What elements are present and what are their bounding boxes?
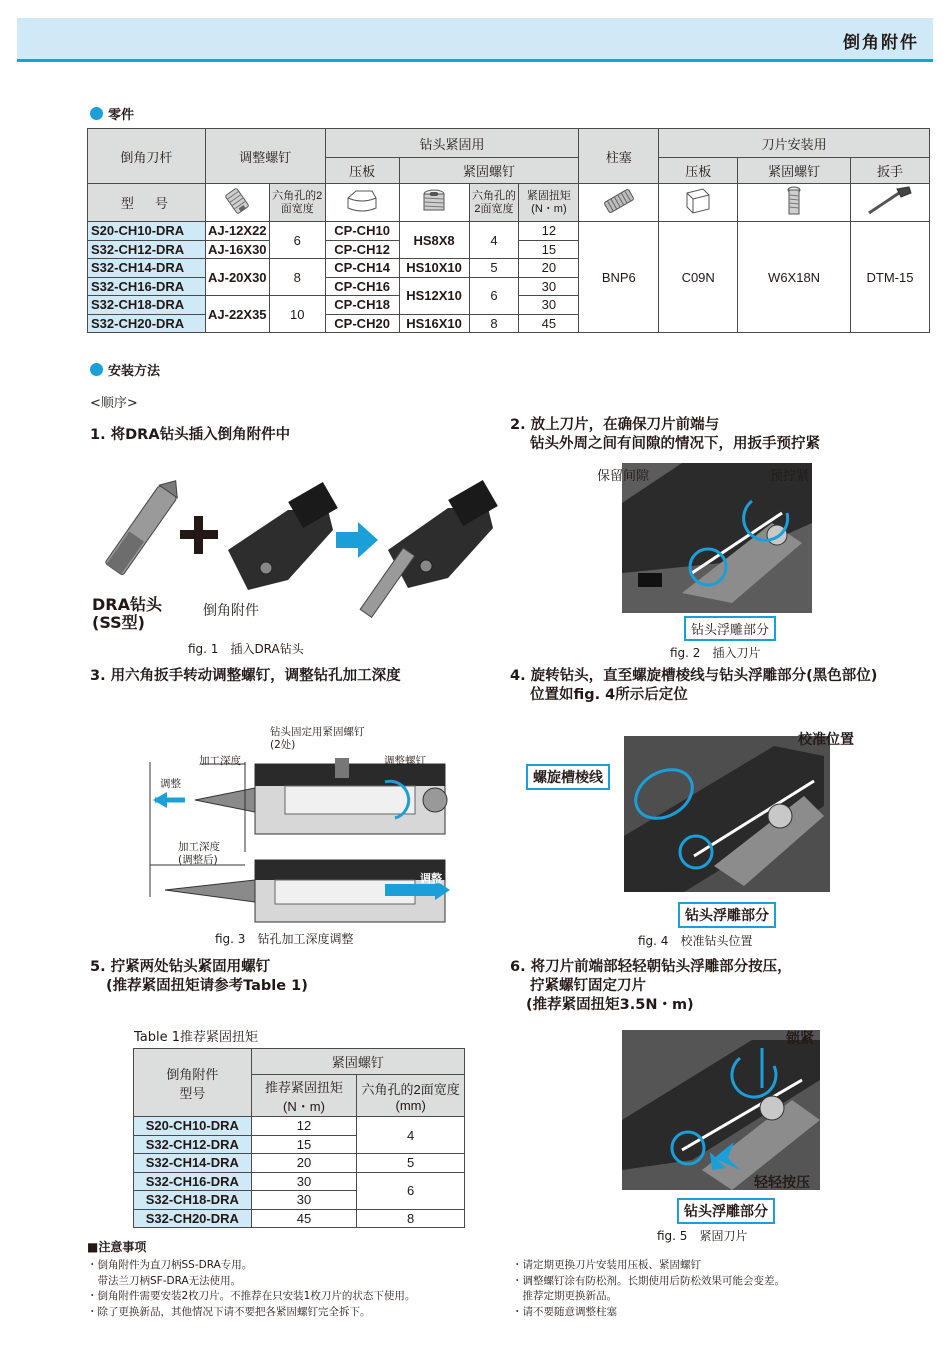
- shared-wrench: DTM-15: [851, 222, 930, 333]
- th-plate2: 压板: [659, 158, 738, 184]
- th-adjust-screw: 调整螺钉: [205, 129, 325, 184]
- header-band: [17, 18, 933, 62]
- fig3-clamp-label: 钻头固定用紧固螺钉: [270, 726, 365, 738]
- t1-row-model: S20-CH10-DRA: [134, 1117, 252, 1136]
- row-model: S32-CH12-DRA: [88, 240, 206, 259]
- row-torque: 12: [519, 222, 579, 241]
- note-item: 推荐定期更换新品。: [512, 1290, 617, 1302]
- t1-th-model: 倒角附件 型号: [134, 1049, 252, 1117]
- note-item: ・请定期更换刀片安装用压板、紧固螺钉: [512, 1259, 701, 1271]
- t1-row-model: S32-CH18-DRA: [134, 1191, 252, 1210]
- th-plug: 柱塞: [579, 129, 659, 184]
- shared-plug: BNP6: [579, 222, 659, 333]
- row-hex2: 4: [469, 222, 519, 259]
- row-plate: CP-CH10: [325, 222, 399, 241]
- parts-section-title: 零件: [90, 104, 134, 123]
- parts-table: [87, 128, 930, 333]
- bullet-dot-icon: [90, 363, 103, 376]
- step-6-line1: 6. 将刀片前端部轻轻朝钻头浮雕部分按压，: [510, 959, 792, 975]
- row-hex: 6: [269, 222, 325, 259]
- fig4-photo: [624, 736, 830, 892]
- row-torque: 30: [519, 296, 579, 315]
- th-clamp-screw: 紧固螺钉: [399, 158, 579, 184]
- fig2-relief-label: 钻头浮雕部分: [684, 616, 776, 641]
- row-plate: CP-CH14: [325, 259, 399, 278]
- fig4-flute-label: 螺旋槽棱线: [526, 764, 610, 790]
- install-section-title: 安装方法: [90, 360, 160, 379]
- step-1: 1. 将DRA钻头插入倒角附件中: [90, 427, 291, 443]
- fig3-two-places: (2处): [270, 739, 296, 751]
- t1-row-model: S32-CH20-DRA: [134, 1209, 252, 1228]
- adjust-screw-icon: [205, 184, 269, 222]
- order-label: <顺序>: [90, 396, 138, 411]
- t1-row-model: S32-CH16-DRA: [134, 1172, 252, 1191]
- note-item: ・请不要随意调整柱塞: [512, 1305, 617, 1318]
- row-model: S32-CH18-DRA: [88, 296, 206, 315]
- bullet-dot-icon: [90, 107, 103, 120]
- th-hex-width: 六角孔的2面宽度: [269, 184, 325, 222]
- row-adjust: AJ-12X22: [205, 222, 269, 241]
- t1-row-hex: 4: [357, 1117, 465, 1154]
- fig5-lock-label: 锁紧: [786, 1031, 814, 1047]
- row-adjust: AJ-16X30: [205, 240, 269, 259]
- th-plate: 压板: [325, 158, 399, 184]
- row-screw: HS10X10: [399, 259, 469, 278]
- th-holder: 倒角刀杆: [88, 129, 206, 184]
- t1-th-screw: 紧固螺钉: [251, 1049, 464, 1075]
- th-model: 型 号: [88, 184, 206, 222]
- row-hex: 10: [269, 296, 325, 333]
- t1-row-torque: 30: [251, 1172, 357, 1191]
- step-3: 3. 用六角扳手转动调整螺钉，调整钻孔加工深度: [90, 668, 401, 684]
- t1-row-model: S32-CH12-DRA: [134, 1135, 252, 1154]
- note-item: 带法兰刀柄SF-DRA无法使用。: [87, 1274, 242, 1287]
- fig2-caption: fig. 2 插入刀片: [670, 646, 761, 660]
- attachment-label: 倒角附件: [203, 603, 259, 619]
- step-5-line2: (推荐紧固扭矩请参考Table 1): [106, 978, 308, 994]
- drill-type-label: (SS型): [92, 613, 145, 632]
- row-model: S32-CH16-DRA: [88, 277, 206, 296]
- t1-th-torque: 推荐紧固扭矩 (N・m): [251, 1075, 357, 1117]
- row-torque: 30: [519, 277, 579, 296]
- step-5-line1: 5. 拧紧两处钻头紧固用螺钉: [90, 959, 271, 975]
- row-torque: 45: [519, 314, 579, 333]
- row-plate: CP-CH16: [325, 277, 399, 296]
- step-4-line2: 位置如fig. 4所示后定位: [530, 687, 688, 703]
- t1-row-torque: 12: [251, 1117, 357, 1136]
- fig5-photo: [622, 1030, 820, 1190]
- row-screw: HS12X10: [399, 277, 469, 314]
- plate-icon: [325, 184, 399, 222]
- fig4-caption: fig. 4 校准钻头位置: [638, 934, 753, 948]
- row-plate: CP-CH12: [325, 240, 399, 259]
- th-hex-width-2: 六角孔的2面宽度: [469, 184, 519, 222]
- drill-label: DRA钻头: [92, 595, 162, 614]
- row-hex: 8: [269, 259, 325, 296]
- fig3-adjust-label: 调整: [160, 778, 181, 790]
- row-screw: HS16X10: [399, 314, 469, 333]
- fig2-gap-label: 保留间隙: [597, 469, 650, 484]
- fig5-press-label: 轻轻按压: [754, 1175, 810, 1191]
- th-drill-clamp: 钻头紧固用: [325, 129, 579, 158]
- row-model: S20-CH10-DRA: [88, 222, 206, 241]
- notes-right: [512, 1258, 785, 1320]
- t1-row-hex: 8: [357, 1209, 465, 1228]
- fig3-depth-after1: 加工深度: [178, 841, 220, 853]
- step-6-line2: 拧紧螺钉固定刀片: [530, 978, 646, 994]
- t1-row-torque: 30: [251, 1191, 357, 1210]
- row-adjust: AJ-20X30: [205, 259, 269, 296]
- row-hex2: 5: [469, 259, 519, 278]
- note-item: ・调整螺钉涂有防松剂。长期使用后防松效果可能会变差。: [512, 1274, 785, 1287]
- plug-icon: [579, 184, 659, 222]
- step-6-line3: (推荐紧固扭矩3.5N・m): [526, 997, 694, 1013]
- t1-row-torque: 15: [251, 1135, 357, 1154]
- note-item: ・倒角附件为直刀柄SS-DRA专用。: [87, 1259, 253, 1271]
- note-item: ・除了更换新品，其他情况下请不要把各紧固螺钉完全拆下。: [87, 1305, 371, 1318]
- fig3-adjust-screw-label: 调整螺钉: [384, 755, 426, 767]
- fig4-relief-label: 钻头浮雕部分: [678, 902, 776, 928]
- t1-row-torque: 45: [251, 1209, 357, 1228]
- notes-left: [87, 1258, 415, 1320]
- page-title: 倒角附件: [843, 33, 919, 53]
- row-adjust: AJ-22X35: [205, 296, 269, 333]
- step-2-line1: 2. 放上刀片，在确保刀片前端与: [510, 417, 720, 433]
- clamp-screw-icon: [399, 184, 469, 222]
- shared-screw: W6X18N: [738, 222, 851, 333]
- shared-plate: C09N: [659, 222, 738, 333]
- th-torque: 紧固扭矩(N・m): [519, 184, 579, 222]
- fig1-caption: fig. 1 插入DRA钻头: [188, 642, 304, 656]
- row-hex2: 8: [469, 314, 519, 333]
- fig3-caption: fig. 3 钻孔加工深度调整: [215, 932, 354, 946]
- th-wrench: 扳手: [851, 158, 930, 184]
- row-plate: CP-CH20: [325, 314, 399, 333]
- t1-row-hex: 5: [357, 1154, 465, 1173]
- th-insert-mount: 刀片安装用: [659, 129, 930, 158]
- row-plate: CP-CH18: [325, 296, 399, 315]
- insert-plate-icon: [659, 184, 738, 222]
- fig3-depth-label: 加工深度: [199, 755, 241, 767]
- fig2-pretighten-label: 预拧紧: [770, 469, 810, 484]
- row-torque: 15: [519, 240, 579, 259]
- notes-title: ■注意事项: [87, 1240, 147, 1254]
- t1-row-model: S32-CH14-DRA: [134, 1154, 252, 1173]
- row-model: S32-CH20-DRA: [88, 314, 206, 333]
- fig5-relief-label: 钻头浮雕部分: [677, 1198, 775, 1224]
- insert-screw-icon: [738, 184, 851, 222]
- row-torque: 20: [519, 259, 579, 278]
- step-2-line2: 钻头外周之间有间隙的情况下，用扳手预拧紧: [530, 436, 820, 452]
- row-screw: HS8X8: [399, 222, 469, 259]
- table1-title: Table 1推荐紧固扭矩: [134, 1030, 259, 1045]
- fig4-align-label: 校准位置: [798, 732, 854, 748]
- row-model: S32-CH14-DRA: [88, 259, 206, 278]
- t1-row-torque: 20: [251, 1154, 357, 1173]
- wrench-icon: [851, 184, 930, 222]
- fig3-depth-after2: (调整后): [178, 854, 218, 866]
- torque-table: [133, 1048, 465, 1228]
- fig5-caption: fig. 5 紧固刀片: [657, 1229, 748, 1243]
- th-clamp-screw2: 紧固螺钉: [738, 158, 851, 184]
- step-4-line1: 4. 旋转钻头，直至螺旋槽棱线与钻头浮雕部分(黑色部位): [510, 668, 878, 684]
- fig2-photo: [622, 463, 812, 613]
- fig3-adjust2-label: 调整: [420, 872, 442, 885]
- note-item: ・倒角附件需要安装2枚刀片。不推荐在只安装1枚刀片的状态下使用。: [87, 1290, 416, 1302]
- t1-row-hex: 6: [357, 1172, 465, 1209]
- row-hex2: 6: [469, 277, 519, 314]
- t1-th-hex: 六角孔的2面宽度 (mm): [357, 1075, 465, 1117]
